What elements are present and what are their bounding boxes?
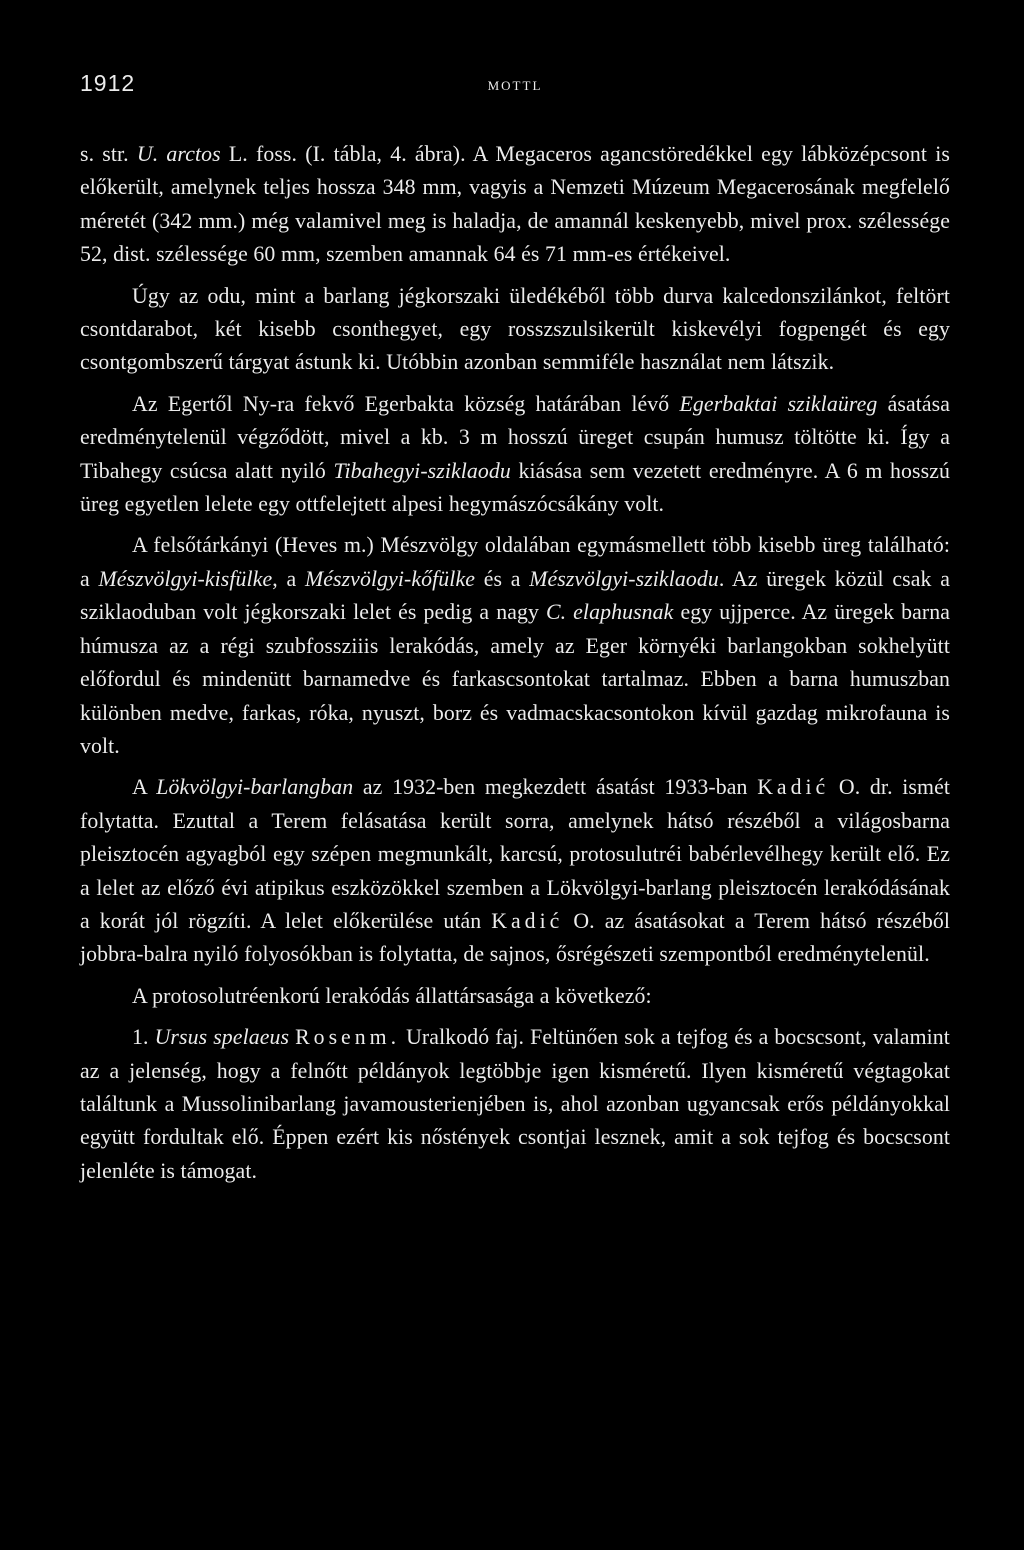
- text-run: A: [132, 775, 157, 800]
- text-run: L. foss. (I. tábla, 4. ábra). A Megaceros agancstöredékkel egy lábközépcsont is előkerült, amelynek teljes hossza 348 mm, vagyis a Nemzeti Múzeum Megacerosának megfelelő méretét (342 mm.) még valamivel meg is haladja, de amannál keskenyebb, mivel prox. szélessége 52, dist. szélessége 60 mm, szemben amannak 64 és 71 mm-es értékeivel.: [80, 142, 950, 267]
- paragraph: [80, 771, 950, 971]
- text-run: Uralkodó faj. Feltünően sok a tejfog és a bocscsont, valamint az a jelenség, hogy a felnőtt példányok legtöbbje igen kisméretű. Ilyen kisméretű végtagokat találtunk a Mussolinibarlang javamousterienjében is, ahol azonban ugyancsak erős példányokkal együtt fordultak elő. Éppen ezért kis nőstények csontjai lesznek, amit a sok tejfog és bocscsont jelenléte is támogat.: [80, 1025, 950, 1183]
- italic-term: Lökvölgyi-barlangban: [156, 775, 354, 800]
- italic-term: Mészvölgyi-sziklaodu: [529, 566, 719, 591]
- italic-term: Ursus spelaeus: [154, 1025, 290, 1050]
- paragraph: [80, 138, 950, 272]
- page-header: [80, 70, 950, 116]
- text-run: ásatása eredménytelenül végződött, mivel a kb. 3 m hosszú üreget csupán humusz töltötte ki. Így a Tibahegy csúcsa alatt nyiló: [80, 391, 951, 483]
- text-run: Az Egertől Ny-ra fekvő Egerbakta község határában lévő: [132, 391, 680, 416]
- spaced-name: Kadić: [757, 775, 830, 800]
- text-run: A protosolutréenkorú lerakódás állattársasága a következő:: [132, 983, 652, 1008]
- text-run: az 1932-ben megkezdett ásatást 1933-ban: [353, 775, 758, 800]
- paragraph: [80, 980, 950, 1013]
- paragraph: [80, 529, 950, 763]
- text-run: egy ujjperce. Az üregek barna húmusza az a régi szubfossziiis lerakódás, amely az Eger környéki barlangokban sokhelyütt előfordul és mindenütt barnamedve és farkascsontokat tartalmaz. Ebben a barna humuszban különben medve, farkas, róka, nyuszt, borz és vadmacskacsontokon kívül gazdag mikrofauna is volt.: [80, 600, 951, 758]
- text-run: O. dr. ismét folytatta. Ezuttal a Terem felásatása került sorra, amelynek hátsó részéből a világosbarna pleisztocén agyagból egy szépen megmunkált, karcsú, protosulutréi babérlevélhegy került elő. Ez a lelet az előző évi atipikus eszközökkel szemben a Lökvölgyi-barlang pleisztocén lerakódásának a korát jól rögzíti. A lelet előkerülése után: [80, 775, 950, 933]
- italic-term: U. arctos: [136, 142, 221, 166]
- italic-term: C. elaphusnak: [545, 600, 674, 625]
- italic-term: Tibahegyi-sziklaodu: [333, 458, 511, 483]
- italic-term: Egerbaktai sziklaüreg: [679, 391, 878, 416]
- running-head: MOTTL: [487, 78, 543, 93]
- italic-term: Mészvölgyi-kőfülke: [304, 566, 476, 591]
- body-text: [80, 138, 950, 1188]
- spaced-name: Rosenm.: [295, 1025, 401, 1050]
- text-run: , a: [272, 566, 305, 591]
- text-run: A felsőtárkányi (Heves m.) Mészvölgy oldalában egymásmellett több kisebb üreg található: a: [80, 533, 950, 591]
- book-page: [80, 70, 950, 1196]
- text-run: és a: [475, 566, 530, 591]
- text-run: Úgy az odu, mint a barlang jégkorszaki üledékéből több durva kalcedonszilánkot, feltört csontdarabot, két kisebb csonthegyet, egy rosszszulsikerült kiskevélyi fogpengét és egy csontgombszerű tárgyat ástunk ki. Utóbbin azonban semmiféle használat nem látszik.: [80, 283, 950, 375]
- spaced-name: Kadić: [491, 908, 564, 933]
- paragraph: [80, 1021, 950, 1188]
- text-run: 1.: [132, 1025, 155, 1050]
- italic-term: Mészvölgyi-kisfülke: [98, 566, 273, 591]
- text-run: O. az ásatásokat a Terem hátsó részéből jobbra-balra nyiló folyosókban is folytatta, de sajnos, ősrégészeti szempontból eredménytelenül.: [80, 908, 950, 967]
- paragraph: [80, 280, 950, 380]
- text-run: s. str.: [80, 142, 137, 166]
- page-number: 1912: [80, 70, 136, 96]
- paragraph: [80, 388, 950, 522]
- text-run: kiásása sem vezetett eredményre. A 6 m hosszú üreg egyetlen lelete egy ottfelejtett alpesi hegymászócsákány volt.: [80, 458, 950, 517]
- text-run: . Az üregek közül csak a sziklaoduban volt jégkorszaki lelet és pedig a nagy: [80, 566, 950, 625]
